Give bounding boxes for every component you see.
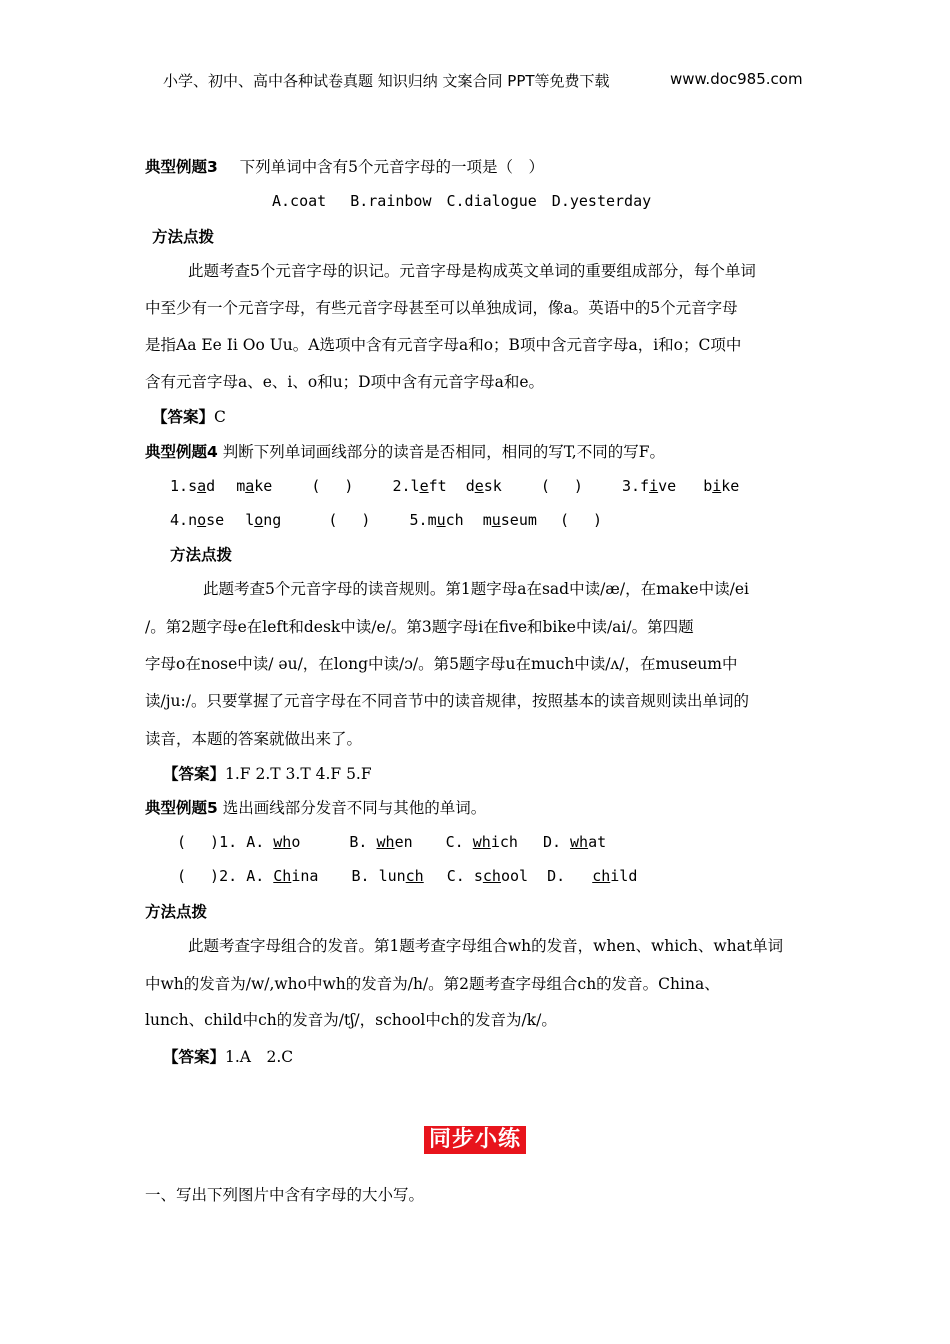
item-number: 1.: [170, 477, 189, 495]
word-part: m: [236, 477, 246, 495]
word-part: ke: [721, 477, 740, 495]
underlined-letters: wh: [376, 833, 395, 851]
ex5-method-line-2: 中wh的发音为/w/,who中wh的发音为/h/。第2题考查字母组合ch的发音。China、: [145, 975, 720, 993]
item-number: 4.: [170, 511, 189, 529]
word-part: m: [427, 511, 437, 529]
item-number: 2.: [392, 477, 411, 495]
word-part: at: [588, 833, 607, 851]
ex4-answer-value: 1.F 2.T 3.T 4.F 5.F: [225, 765, 372, 783]
option-label: D.: [547, 867, 566, 885]
option-label: A.: [246, 833, 265, 851]
underlined-letter: i: [649, 477, 659, 495]
word-part: ina: [291, 867, 319, 885]
header-site: www.doc985.com: [670, 70, 803, 88]
ex4-label: 典型例题4: [145, 443, 218, 461]
ex4-method-line-1: 此题考查5个元音字母的读音规则。第1题字母a在sad中读/æ/，在make中读/ei: [203, 580, 749, 598]
ex3-label: 典型例题3: [145, 158, 218, 176]
word-part: se: [206, 511, 225, 529]
underlined-letter: o: [254, 511, 264, 529]
item-number: 3.: [621, 477, 641, 495]
word-part: d: [206, 477, 216, 495]
word-part: ve: [658, 477, 677, 495]
answer-blank[interactable]: ( ): [328, 511, 371, 529]
ex4-answer-label: 【答案】: [163, 765, 226, 783]
option-label: B.: [351, 867, 370, 885]
ex3-answer-label: 【答案】: [152, 408, 215, 426]
underlined-letters: ch: [592, 867, 611, 885]
option-label: B.: [349, 833, 368, 851]
q2-blank[interactable]: ( )2.: [177, 867, 238, 885]
underlined-letter: e: [474, 477, 484, 495]
ex4-method-line-5: 读音，本题的答案就做出来了。: [145, 730, 363, 748]
word-part: l: [245, 511, 255, 529]
underlined-letter: a: [197, 477, 207, 495]
word-part: l: [410, 477, 420, 495]
word-part: en: [394, 833, 413, 851]
option-label: D.: [542, 833, 561, 851]
word-part: ild: [610, 867, 638, 885]
ex4-row-2: [170, 509, 602, 530]
ex3-method-line-2: 中至少有一个元音字母，有些元音字母甚至可以单独成词，像a。英语中的5个元音字母: [145, 299, 738, 317]
ex3-method-line-3: 是指Aa Ee Ii Oo Uu。A选项中含有元音字母a和o；B项中含元音字母a，i和o；C项中: [145, 336, 742, 354]
ex5-method-line-1: 此题考查字母组合的发音。第1题考查字母组合wh的发音，when、which、what单词: [188, 937, 784, 955]
word-part: lun: [378, 867, 406, 885]
underlined-letters: wh: [570, 833, 589, 851]
word-part: ft: [428, 477, 447, 495]
word-part: m: [482, 511, 492, 529]
ex3-answer: [152, 405, 226, 427]
word-part: seum: [500, 511, 537, 529]
underlined-letters: Ch: [273, 867, 292, 885]
underlined-letters: ch: [405, 867, 424, 885]
item-number: 5.: [409, 511, 428, 529]
word-part: sk: [483, 477, 502, 495]
word-part: n: [188, 511, 198, 529]
underlined-letters: wh: [273, 833, 292, 851]
ex5-answer-value: 1.A 2.C: [225, 1048, 294, 1066]
underlined-letter: u: [491, 511, 501, 529]
word-part: ich: [490, 833, 518, 851]
ex5-heading: [145, 796, 486, 818]
underlined-letter: i: [712, 477, 722, 495]
underlined-letter: o: [197, 511, 207, 529]
underlined-letters: ch: [482, 867, 501, 885]
word-part: s: [188, 477, 198, 495]
ex5-question: 选出画线部分发音不同与其他的单词。: [222, 799, 487, 817]
ex3-method-line-1: 此题考查5个元音字母的识记。元音字母是构成英文单词的重要组成部分，每个单词: [188, 262, 756, 280]
word-part: o: [291, 833, 301, 851]
ex4-row-1: [170, 475, 739, 496]
ex3-heading: [145, 155, 544, 177]
underlined-letters: wh: [472, 833, 491, 851]
ex4-method-title: 方法点拨: [170, 546, 233, 564]
word-part: ool: [500, 867, 529, 885]
word-part: ch: [445, 511, 464, 529]
word-part: ng: [263, 511, 282, 529]
ex4-question: 判断下列单词画线部分的读音是否相同，相同的写T,不同的写F。: [222, 443, 665, 461]
practice-item-1: 一、写出下列图片中含有字母的大小写。: [145, 1186, 425, 1204]
option-label: C.: [446, 867, 465, 885]
q1-blank[interactable]: ( )1.: [177, 833, 238, 851]
ex3-method-title: 方法点拨: [152, 228, 215, 246]
underlined-letter: e: [419, 477, 429, 495]
ex5-q1: [177, 831, 606, 852]
word-part: ke: [254, 477, 273, 495]
underlined-letter: u: [436, 511, 446, 529]
ex3-options: A.coat B.rainbow C.dialogue D.yesterday: [272, 192, 652, 210]
ex4-method-line-4: 读/ju:/。只要掌握了元音字母在不同音节中的读音规律，按照基本的读音规则读出单词的: [145, 692, 749, 710]
header-text: 小学、初中、高中各种试卷真题 知识归纳 文案合同 PPT等免费下载: [163, 72, 610, 90]
ex4-answer: [163, 762, 372, 784]
practice-banner: 同步小练: [424, 1126, 526, 1154]
ex5-q2: [177, 865, 637, 886]
answer-blank[interactable]: ( ): [559, 511, 603, 529]
ex5-answer-label: 【答案】: [163, 1048, 226, 1066]
word-part: f: [640, 477, 650, 495]
option-label: C.: [445, 833, 464, 851]
ex3-question: 下列单词中含有5个元音字母的一项是（ ）: [239, 158, 545, 176]
word-part: d: [465, 477, 475, 495]
ex4-heading: [145, 440, 665, 462]
ex5-answer: [163, 1045, 293, 1067]
ex3-method-line-4: 含有元音字母a、e、i、o和u；D项中含有元音字母a和e。: [145, 373, 545, 391]
ex3-answer-value: C: [214, 408, 226, 426]
ex4-method-line-3: 字母o在nose中读/ əu/，在long中读/ɔ/。第5题字母u在much中读/ʌ/，在museum中: [145, 655, 738, 673]
ex5-method-line-3: lunch、child中ch的发音为/tʃ/，school中ch的发音为/k/。: [145, 1011, 557, 1029]
word-part: b: [703, 477, 713, 495]
underlined-letter: a: [245, 477, 255, 495]
ex4-method-line-2: /。第2题字母e在left和desk中读/e/。第3题字母i在five和bike中读/ai/。第四题: [145, 618, 694, 636]
ex5-label: 典型例题5: [145, 799, 218, 817]
ex5-method-title: 方法点拨: [145, 903, 208, 921]
option-label: A.: [246, 867, 265, 885]
answer-blank[interactable]: ( ): [540, 477, 583, 495]
answer-blank[interactable]: ( ): [311, 477, 354, 495]
word-part: s: [473, 867, 483, 885]
